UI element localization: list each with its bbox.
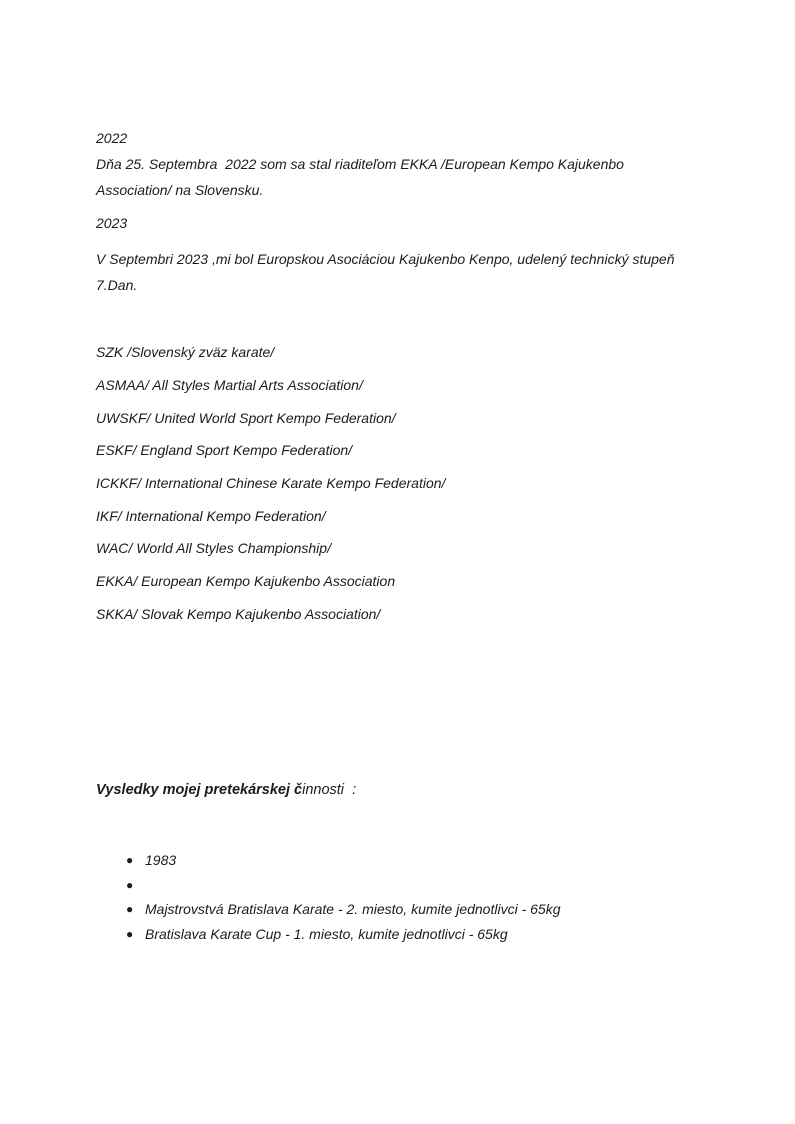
bullet-icon: ●: [126, 853, 134, 867]
result-item: [126, 851, 176, 869]
results-heading: [96, 782, 356, 798]
career-2023-line2: 7.Dan.: [96, 277, 138, 293]
bullet-icon: ●: [126, 878, 134, 892]
result-item: [126, 925, 508, 943]
membership-item: ICKKF/ International Chinese Karate Kempo Federation/: [96, 475, 446, 491]
result-item-text: Majstrovstvá Bratislava Karate - 2. miesto, kumite jednotlivci - 65kg: [145, 901, 561, 917]
results-heading-bold: Vysledky mojej pretekárskej č: [96, 782, 303, 798]
membership-item: IKF/ International Kempo Federation/: [96, 508, 326, 524]
membership-item: WAC/ World All Styles Championship/: [96, 540, 331, 556]
result-item: [126, 900, 561, 918]
result-item-text: 1983: [145, 852, 177, 868]
membership-item: UWSKF/ United World Sport Kempo Federation/: [96, 410, 396, 426]
bullet-icon: ●: [126, 902, 134, 916]
membership-item: SZK /Slovenský zväz karate/: [96, 344, 275, 360]
career-2022-line2: Association/ na Slovensku.: [96, 182, 264, 198]
membership-item: EKKA/ European Kempo Kajukenbo Association: [96, 573, 396, 589]
career-2022-line1: Dňa 25. Septembra 2022 som sa stal riaditeľom EKKA /European Kempo Kajukenbo: [96, 156, 624, 172]
bullet-icon: ●: [126, 927, 134, 941]
result-item-text: Bratislava Karate Cup - 1. miesto, kumite jednotlivci - 65kg: [145, 926, 508, 942]
year-2023-label: 2023: [96, 215, 128, 231]
career-2023-line1: V Septembri 2023 ,mi bol Europskou Asociáciou Kajukenbo Kenpo, udelený technický stupeň: [96, 251, 675, 267]
membership-item: SKKA/ Slovak Kempo Kajukenbo Association/: [96, 606, 381, 622]
result-item: [126, 876, 145, 894]
membership-item: ASMAA/ All Styles Martial Arts Association/: [96, 377, 363, 393]
membership-item: ESKF/ England Sport Kempo Federation/: [96, 442, 353, 458]
results-heading-regular: innosti :: [302, 782, 357, 798]
year-2022-label: 2022: [96, 130, 128, 146]
